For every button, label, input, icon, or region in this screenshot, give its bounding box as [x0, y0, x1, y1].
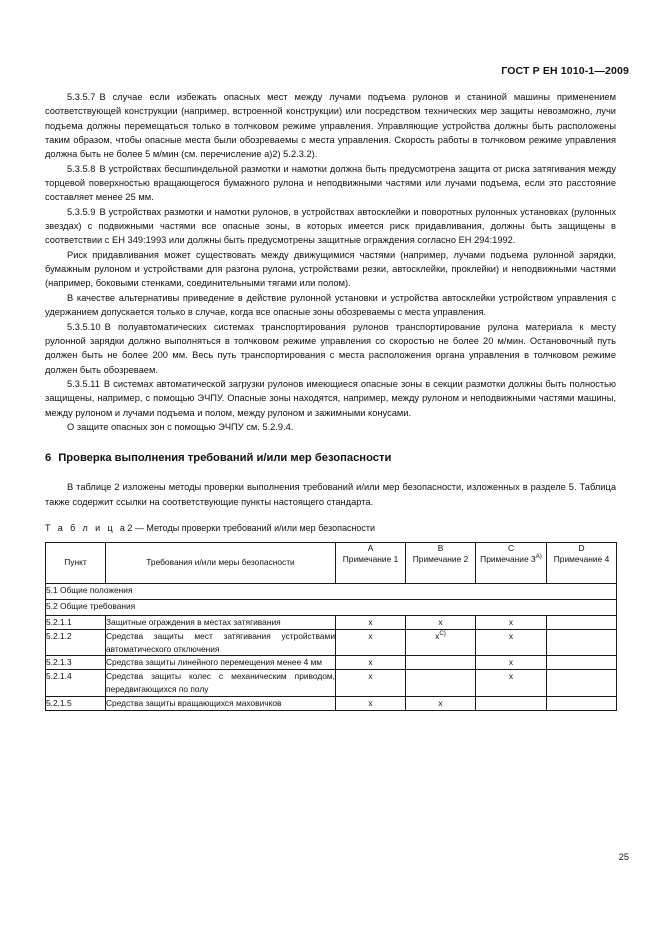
clause-number: 5.3.5.10 [67, 321, 101, 332]
body-paragraph [45, 162, 616, 205]
section-title: Проверка выполнения требований и/или мер безопасности [58, 452, 392, 465]
paragraph-text: В качестве альтернативы приведение в действие рулонной установки и устройства автосклейки устройством управления с удержанием допускается только в случае, когда все опасные зоны обозреваемы с места управления. [45, 292, 616, 318]
body-paragraph [45, 320, 616, 377]
cell-mark-d [547, 696, 617, 710]
paragraph-text: В случае если избежать опасных мест между лучами подъема рулонов и станиной машины применением соответствующей конструкции (например, встроенной конструкции) или посредством технических мер защиты невозможно, лучи подъема должны перемещаться только в толчковом режиме управления. Управляющие устройства должны быть расположены таким образом, чтобы опасные места были обозреваемы с места управления. Скорость работы в толчковом режиме управления должна быть не более 5 м/мин (см. перечисление а)2) 5.2.3.2). [45, 92, 616, 160]
paragraph-text: В системах автоматической загрузки рулонов имеющиеся опасные зоны в секции размотки должны быть полностью защищены, например, с помощью ЭЧПУ. Опасные зоны находятся, например, между рулоном и неподвижными частями машины, между рулоном и лучами подъема и полом, между рулоном и зажимными конусами. [45, 378, 616, 418]
section-heading [45, 451, 616, 466]
cell-mark-c [476, 656, 547, 670]
cell-mark-b [406, 656, 476, 670]
cell-requirement: Средства защиты колес с механическим приводом, передвигающихся по полу [106, 670, 336, 697]
paragraph-text: О защите опасных зон с помощью ЭЧПУ см. 5.2.9.4. [67, 421, 294, 432]
body-paragraph [45, 420, 616, 434]
table-head [46, 542, 617, 583]
table-row [46, 656, 617, 670]
paragraph-text: В полуавтоматических системах транспортирования рулонов транспортирование рулона материала к месту рулонной зарядки должно выполняться в толчковом режиме управления со скоростью не более 20 м/мин. Остановочный путь должен быть не более 200 мм. Весь путь транспортирования с места расположения органа управления в толчковом режиме должен быть обозреваем. [45, 321, 616, 375]
table-caption [45, 522, 616, 535]
clause-number: 5.3.5.7 [67, 92, 96, 102]
body-paragraph [45, 377, 616, 420]
standard-identifier: ГОСТ Р ЕН 1010-1—2009 [501, 65, 629, 77]
column-header-d-note: Примечание 4 [553, 554, 610, 565]
clause-number: 5.3.5.9 [67, 206, 96, 217]
table-group-label: 5.1 Общие положения [46, 583, 617, 599]
table-caption-dash: — [134, 522, 144, 533]
paragraph-text: В устройствах размотки и намотки рулонов, в устройствах автосклейки и поворотных рулонных установках (рулонных звездах) с подвижными частями все опасные зоны, в которых имеется риск придавливания, должны быть защищены в соответствии с ЕН 349:1993 или должны быть предусмотрены защитные ограждения согласно ЕН 294:1992. [45, 206, 616, 246]
cell-mark-d [547, 629, 617, 656]
body-paragraph [45, 291, 616, 320]
table-caption-title: Методы проверки требований и/или мер безопасности [146, 522, 376, 533]
cell-clause: 5.2.1.1 [46, 615, 106, 629]
mark-glyph: x [508, 671, 514, 682]
cell-requirement: Средства защиты мест затягивания устройствами автоматического отключения [106, 629, 336, 656]
column-header-c-note-text: Примечание 3 [480, 554, 536, 565]
cell-mark-b [406, 696, 476, 710]
mark-glyph: x [438, 616, 443, 627]
cell-clause: 5.2.1.2 [46, 629, 106, 656]
spacer [45, 466, 616, 480]
cell-mark-c [476, 696, 547, 710]
body-paragraph [45, 90, 616, 162]
cell-mark-d [547, 670, 617, 697]
table-row [46, 670, 617, 697]
column-header-a-letter: A [367, 542, 374, 553]
clause-number: 5.3.5.8 [67, 163, 96, 174]
section-number: 6 [45, 452, 52, 465]
column-header-clause: Пункт [46, 542, 106, 583]
cell-requirement: Средства защиты вращающихся маховичков [106, 696, 336, 710]
mark-glyph: x [368, 616, 373, 627]
column-header-c [476, 542, 547, 583]
mark-glyph: x [368, 697, 373, 708]
cell-mark-d [547, 615, 617, 629]
mark-glyph: x [368, 630, 373, 641]
cell-requirement: Средства защиты линейного перемещения менее 4 мм [106, 656, 336, 670]
cell-clause: 5.2.1.5 [46, 696, 106, 710]
column-header-b-letter: B [437, 542, 444, 553]
table-caption-label: Т а б л и ц а [45, 522, 128, 533]
table-group-row [46, 599, 617, 615]
spacer [45, 509, 616, 522]
mark-glyph: x [508, 657, 514, 668]
cell-mark-b [406, 629, 476, 656]
column-header-a [336, 542, 406, 583]
mark-note-reference: C) [439, 629, 446, 637]
mark-glyph: x [368, 657, 373, 668]
table-row [46, 696, 617, 710]
mark-glyph: x [435, 630, 440, 641]
cell-mark-c [476, 615, 547, 629]
page-content [45, 90, 616, 711]
cell-clause: 5.2.1.3 [46, 656, 106, 670]
section-intro-paragraph: В таблице 2 изложены методы проверки выполнения требований и/или мер безопасности, изложенных в разделе 5. Таблица также содержит ссылки на соответствующие пункты настоящего стандарта. [45, 482, 616, 507]
cell-mark-a [336, 615, 406, 629]
mark-glyph: x [508, 616, 514, 627]
page-header [45, 61, 629, 77]
column-header-d [547, 542, 617, 583]
table-row [46, 615, 617, 629]
page-number: 25 [618, 852, 629, 862]
column-header-d-letter: D [578, 542, 585, 553]
column-header-b-note: Примечание 2 [412, 554, 469, 565]
requirements-verification-table [45, 542, 617, 711]
body-paragraph [45, 205, 616, 248]
column-header-b [406, 542, 476, 583]
table-group-row [46, 583, 617, 599]
table-caption-number: 2 [127, 522, 133, 533]
column-header-c-note [476, 554, 546, 566]
column-header-a-note: Примечание 1 [342, 554, 399, 565]
cell-mark-d [547, 656, 617, 670]
mark-glyph: x [368, 671, 373, 682]
cell-mark-a [336, 656, 406, 670]
table-body [46, 583, 617, 710]
cell-clause: 5.2.1.4 [46, 670, 106, 697]
column-header-requirement: Требования и/или меры безопасности [106, 542, 336, 583]
paragraph-text: В устройствах бесшпиндельной размотки и намотки должна быть предусмотрена защита от риска затягивания между торцевой поверхностью вращающегося бумажного рулона и неподвижными частями или лучами подъема, если это расстояние составляет менее 25 мм. [45, 163, 616, 203]
mark-glyph: x [508, 630, 514, 641]
cell-mark-c [476, 670, 547, 697]
spacer [45, 434, 616, 451]
body-paragraph-list [45, 90, 616, 434]
cell-mark-b [406, 615, 476, 629]
column-header-c-note-reference: A) [535, 553, 542, 561]
cell-mark-a [336, 629, 406, 656]
cell-mark-c [476, 629, 547, 656]
cell-mark-a [336, 696, 406, 710]
cell-mark-b [406, 670, 476, 697]
table-header-row [46, 542, 617, 583]
cell-mark-a [336, 670, 406, 697]
column-header-c-letter: C [507, 542, 515, 553]
table-group-label: 5.2 Общие требования [46, 599, 617, 615]
clause-number: 5.3.5.11 [67, 378, 100, 389]
body-paragraph [45, 248, 616, 291]
paragraph-text: Риск придавливания может существовать между движущимися частями (например, лучами подъема рулонной зарядки, бумажным рулоном и устройствами для разгона рулона, устройствами резки, автосклейки, проклейки) и неподвижными частями (например, боковыми стенками, соединительными тягами или полом). [45, 249, 616, 289]
table-row [46, 629, 617, 656]
mark-glyph: x [438, 697, 443, 708]
cell-requirement: Защитные ограждения в местах затягивания [106, 615, 336, 629]
